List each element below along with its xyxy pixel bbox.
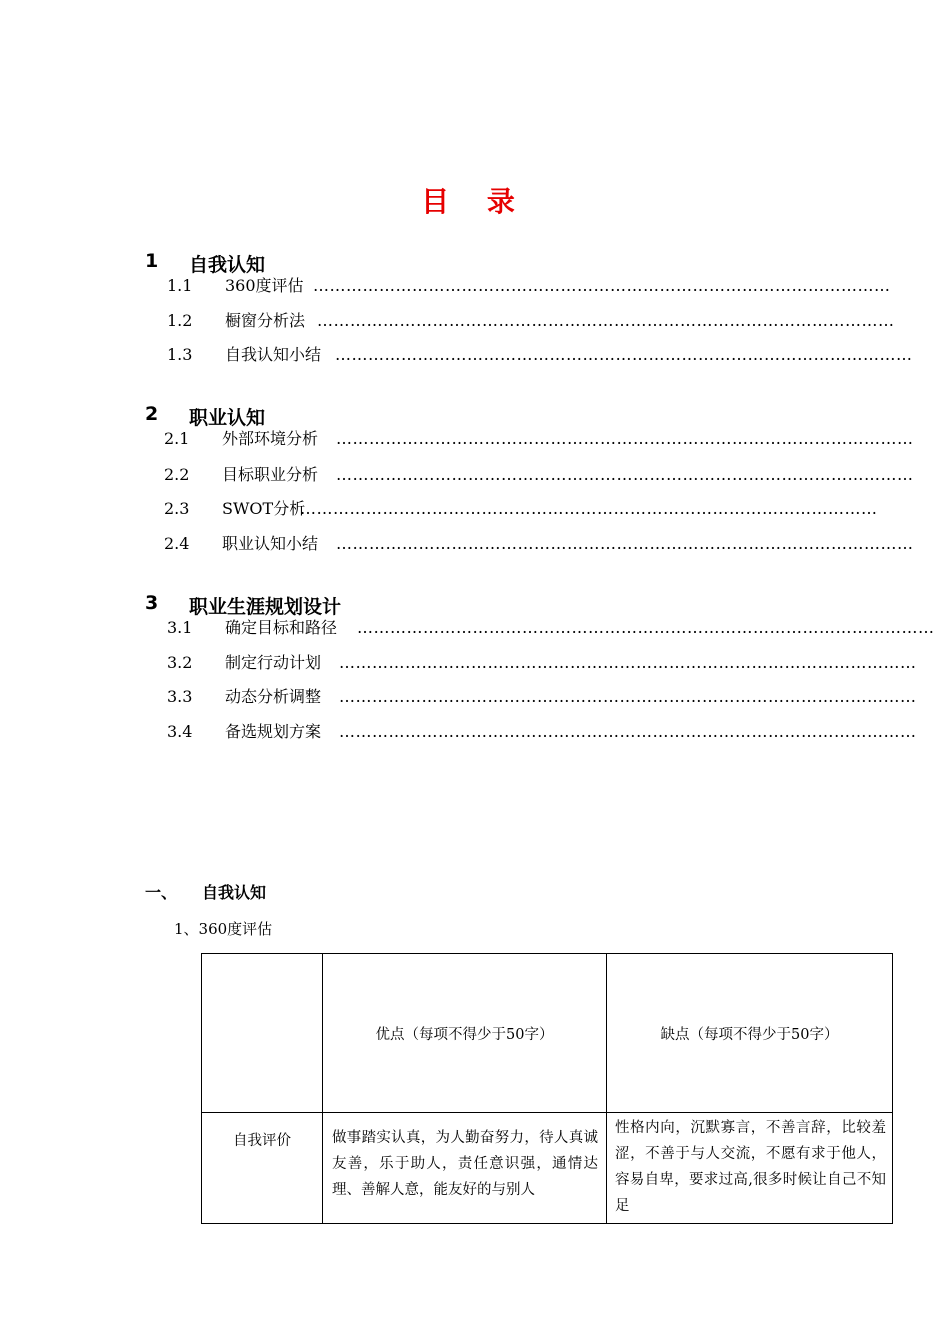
toc-entry-3-3[interactable] xyxy=(167,686,917,708)
toc-section-title: 职业生涯规划设计 xyxy=(189,596,342,618)
chapter-title: 自我认知 xyxy=(202,883,267,902)
toc-section-number: 2 xyxy=(145,403,159,425)
toc-leader-dots: …………………………………………………………………………………………… xyxy=(336,429,914,448)
toc-entry-3-4[interactable] xyxy=(167,721,917,743)
toc-entry-2-1[interactable] xyxy=(164,428,914,450)
toc-entry-number: 2.3 xyxy=(164,499,190,518)
toc-leader-dots: …………………………………………………………………………………………… xyxy=(300,499,878,518)
toc-entry-label: 外部环境分析 xyxy=(222,429,319,448)
cons-cell[interactable]: 性格内向，沉默寡言，不善言辞，比较羞涩，不善于与人交流，不愿有求于他人，容易自卑，要求过高,很多时候让自己不知足 xyxy=(607,1113,893,1224)
toc-leader-dots: …………………………………………………………………………………………… xyxy=(339,722,917,741)
table-row xyxy=(202,1113,893,1224)
toc-entry-number: 3.1 xyxy=(167,618,193,637)
toc-entry-number: 2.2 xyxy=(164,465,190,484)
toc-title: 目 录 xyxy=(421,185,529,218)
toc-entry-label: 目标职业分析 xyxy=(222,465,319,484)
toc-entry-label: SWOT分析 xyxy=(222,499,306,518)
toc-entry-number: 3.3 xyxy=(167,687,193,706)
toc-section-title: 自我认知 xyxy=(189,254,266,276)
toc-entry-2-4[interactable] xyxy=(164,533,914,555)
toc-entry-number: 3.2 xyxy=(167,653,193,672)
subsection-heading: 1、360度评估 xyxy=(174,920,273,938)
table-header-cons: 缺点（每项不得少于50字） xyxy=(607,954,893,1113)
toc-section-title: 职业认知 xyxy=(189,407,266,429)
toc-entry-label: 备选规划方案 xyxy=(225,722,322,741)
toc-entry-3-2[interactable] xyxy=(167,652,917,674)
toc-leader-dots: …………………………………………………………………………………………… xyxy=(335,345,913,364)
toc-leader-dots: …………………………………………………………………………………………… xyxy=(339,653,917,672)
pros-cell[interactable]: 做事踏实认真，为人勤奋努力，待人真诚友善，乐于助人，责任意识强，通情达理、善解人意，能友好的与别人 xyxy=(323,1113,607,1224)
toc-entry-label: 确定目标和路径 xyxy=(225,618,338,637)
toc-entry-label: 橱窗分析法 xyxy=(225,311,306,330)
toc-entry-1-2[interactable] xyxy=(167,310,895,332)
toc-entry-label: 自我认知小结 xyxy=(225,345,322,364)
toc-entry-2-2[interactable] xyxy=(164,464,914,486)
toc-section-number: 3 xyxy=(145,592,159,614)
row-label: 自我评价 xyxy=(202,1113,323,1224)
toc-leader-dots: …………………………………………………………………………………………… xyxy=(336,534,914,553)
chapter-number: 一、 xyxy=(145,883,178,902)
toc-entry-number: 2.4 xyxy=(164,534,190,553)
toc-entry-number: 1.3 xyxy=(167,345,193,364)
toc-entry-2-3[interactable] xyxy=(164,498,878,520)
toc-leader-dots: …………………………………………………………………………………………… xyxy=(317,311,895,330)
table-header-row xyxy=(202,954,893,1113)
table-header-blank xyxy=(202,954,323,1113)
table-header-pros: 优点（每项不得少于50字） xyxy=(323,954,607,1113)
toc-entry-number: 3.4 xyxy=(167,722,193,741)
toc-leader-dots: …………………………………………………………………………………………… xyxy=(339,687,917,706)
toc-entry-1-3[interactable] xyxy=(167,344,913,366)
toc-entry-label: 360度评估 xyxy=(225,276,304,295)
toc-entry-1-1[interactable] xyxy=(167,275,891,297)
toc-leader-dots: …………………………………………………………………………………………… xyxy=(313,276,891,295)
toc-entry-label: 动态分析调整 xyxy=(225,687,322,706)
toc-entry-label: 制定行动计划 xyxy=(225,653,322,672)
toc-entry-number: 1.2 xyxy=(167,311,193,330)
toc-entry-3-1[interactable] xyxy=(167,617,935,639)
toc-leader-dots: …………………………………………………………………………………………… xyxy=(336,465,914,484)
toc-entry-number: 2.1 xyxy=(164,429,190,448)
toc-section-number: 1 xyxy=(145,250,159,272)
evaluation-table xyxy=(201,953,893,1224)
toc-entry-label: 职业认知小结 xyxy=(222,534,319,553)
toc-entry-number: 1.1 xyxy=(167,276,193,295)
toc-leader-dots: …………………………………………………………………………………………… xyxy=(357,618,935,637)
